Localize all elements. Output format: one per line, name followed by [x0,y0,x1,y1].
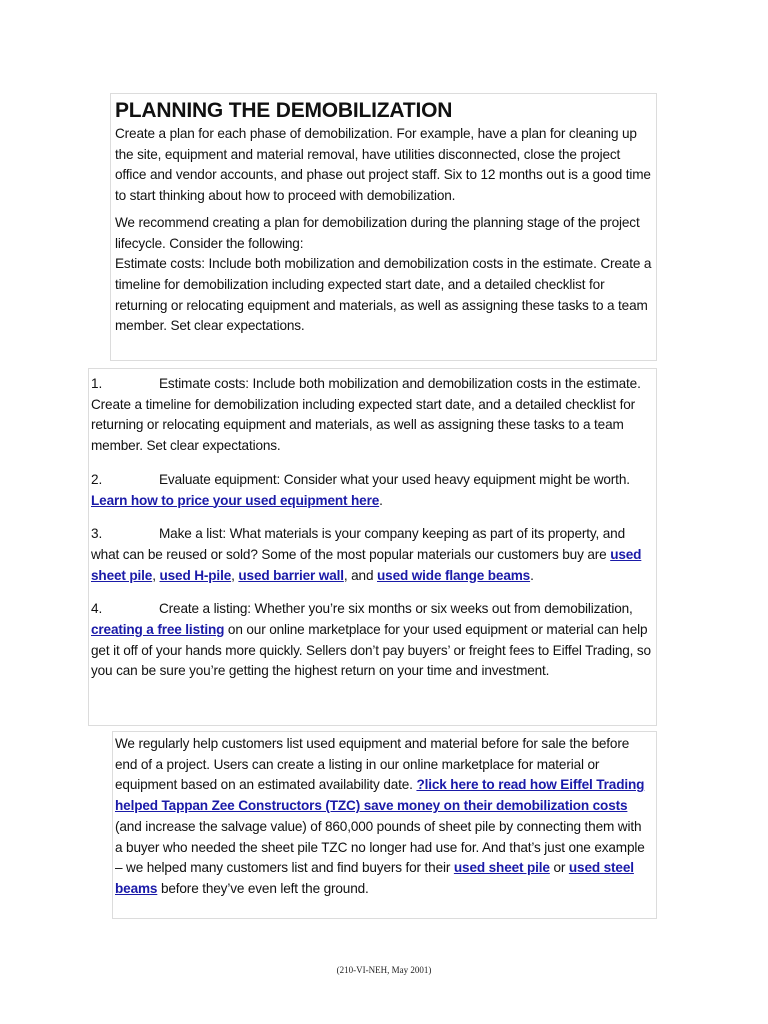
list-text-end: . [379,492,383,508]
used-steel-beams-link[interactable]: used steel beams [115,860,634,896]
list-item [91,470,652,511]
intro-paragraph: Create a plan for each phase of demobilization. For example, have a plan for cleaning up the site, equipment and material removal, have utilities disconnected, close the project office and vendor accounts, and phase out project staff. Six to 12 months out is a good time to start thinking about how to proceed with demobilization. [115,126,651,204]
recommend-paragraph [115,213,652,337]
used-h-pile-link[interactable]: used H-pile [159,567,232,583]
closing-section [112,731,657,919]
free-listing-link[interactable]: creating a free listing [91,622,225,638]
closing-paragraph [115,734,652,900]
recommend-text: We recommend creating a plan for demobilization during the planning stage of the project lifecycle. Consider the following: [115,214,640,251]
list-text-container [91,599,652,682]
separator: , [152,567,160,583]
price-equipment-link[interactable]: Learn how to price your used equipment here [91,492,380,508]
separator: , [231,567,239,583]
closing-text: before they’ve even left the ground. [157,880,369,896]
separator: . [530,567,534,583]
used-sheet-pile-link[interactable]: used sheet pile [91,546,642,583]
used-sheet-pile-link[interactable]: used sheet pile [453,860,550,876]
tzc-case-study-link[interactable]: ?lick here to read how Eiffel Trading helped Tappan Zee Constructors (TZC) save money on their demobilization costs [115,777,645,814]
separator: , and [343,567,377,583]
page-footer: (210-VI-NEH, May 2001) [336,965,432,975]
list-item [91,599,652,682]
steps-list [88,368,657,726]
used-barrier-wall-link[interactable]: used barrier wall [238,567,344,583]
list-item [91,374,652,457]
list-number: 1. [91,376,103,391]
list-text: Create a listing: Whether you’re six months or six weeks out from demobilization, [159,601,633,617]
list-number: 3. [91,526,103,542]
list-number: 4. [91,601,103,617]
list-text: Evaluate equipment: Consider what your used heavy equipment might be worth. [159,471,630,487]
list-text: Estimate costs: Include both mobilization and demobilization costs in the estimate. Create a timeline for demobilization including expected start date, and a detailed checklist for returning or relocating equipment and materials, as well as assigning these tasks to a team member. Set clear expectations. [91,376,641,454]
list-text-container [91,524,652,586]
intro-section [110,93,657,361]
closing-text: (and increase the salvage value) of 860,000 pounds of sheet pile by connecting them with a buyer who needed the sheet pile TZC no longer had use for. And that’s just one example – we helped many customers list and find buyers for their [115,818,645,876]
page-title: PLANNING THE DEMOBILIZATION [115,99,453,122]
list-text-end: on our online marketplace for your used equipment or material can help get it off of your hands more quickly. Sellers don’t pay buyers’ or freight fees to Eiffel Trading, so you can be sure you’re getting the highest return on your time and investment. [91,622,651,679]
estimate-text: Estimate costs: Include both mobilization and demobilization costs in the estimate. Create a timeline for demobilization including expected start date, and a detailed checklist for returning or relocating equipment and materials, as well as assigning these tasks to a team member. Set clear expectations. [115,256,652,334]
list-number: 2. [91,471,103,487]
used-wide-flange-beams-link[interactable]: used wide flange beams [377,567,531,583]
list-text: Make a list: What materials is your company keeping as part of its property, and what can be reused or sold? Some of the most popular materials our customers buy are [91,526,626,562]
list-text-container [91,470,652,511]
closing-text: We regularly help customers list used equipment and material before for sale the before end of a project. Users can create a listing in our online marketplace for material or equipment based on an estimated availability date. [115,736,630,793]
closing-text: or [549,860,569,876]
list-item [91,524,652,586]
